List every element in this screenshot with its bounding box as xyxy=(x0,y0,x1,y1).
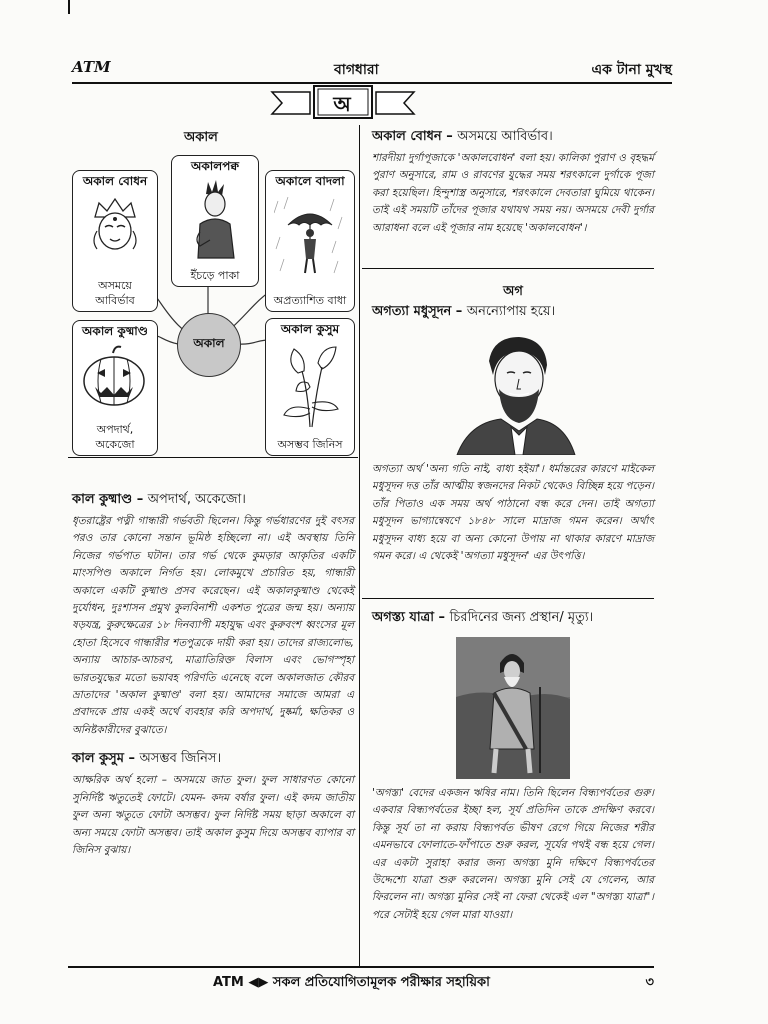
page-title: বাগধারা xyxy=(334,62,379,78)
entry-term: কাল কুষ্মাণ্ড xyxy=(72,492,133,507)
footer-text: ATM ◀▶ সকল প্রতিযোগিতামূলক পরীক্ষার সহায়িকা xyxy=(213,975,490,990)
section-letter: অ xyxy=(333,92,351,116)
lily-flower-icon xyxy=(278,343,342,429)
entry-text: শারদীয়া দুর্গাপূজাকে 'অকালবোধন' বলা হয়। কালিকা পুরাণ ও বৃহদ্ধর্ম পুরাণ অনুসারে, রাম ও রাবণের যুদ্ধের সময় শরৎকালে দুর্গাকে পূজা করা হয়েছিল। হিন্দুশাস্ত্র অনুসারে, শরৎকালে দেবতারা ঘুমিয়ে থাকেন। তাই এই সময়টি তাঁদের পূজার যথাযথ সময় নয়। অসময়ে দেবী দুর্গার আরাধনা বলে এই পূজার নাম হয়েছে 'অকালবোধন'। xyxy=(372,152,654,234)
mindmap-center: অকাল xyxy=(177,313,241,377)
node-title: অকালে বাদলা xyxy=(275,174,345,188)
node-caption: অপ্রত্যাশিত বাধা xyxy=(273,294,347,307)
right-entry-akal-bodhon xyxy=(372,127,654,237)
entry-heading: অগত্যা মধুসূদন – অনন্যোপায় হয়ে। xyxy=(372,304,556,319)
entry-meaning: অসম্ভব জিনিস। xyxy=(139,751,222,767)
mindmap-title: অকাল xyxy=(184,130,218,145)
node-caption: ইঁচড়ে পাকা xyxy=(190,269,240,282)
left-section-divider xyxy=(68,457,358,458)
sage-agastya-image xyxy=(456,637,570,779)
punk-boy-icon xyxy=(186,180,244,260)
right-section-divider-2 xyxy=(362,598,654,599)
page-footer xyxy=(68,966,654,992)
left-entries xyxy=(72,490,354,859)
entry-term: অগত্যা মধুসূদন xyxy=(372,304,452,319)
brand-label: ATM xyxy=(72,58,111,76)
madhusudan-portrait-icon xyxy=(449,331,577,455)
durga-face-icon xyxy=(89,197,141,253)
entry-meaning: চিরদিনের জন্য প্রস্থান/ মৃত্যু। xyxy=(449,610,594,625)
entry-heading: কাল কুষ্মাণ্ড – অপদার্থ, অকেজো। xyxy=(72,492,246,507)
node-title: অকাল কুসুম xyxy=(280,322,340,336)
entry-meaning: অসময়ে আবির্ভাব। xyxy=(457,129,553,144)
section-banner xyxy=(270,84,416,120)
mindmap-node-akal-bodhon xyxy=(72,170,158,312)
entry-text: ধৃতরাষ্ট্রের পত্নী গান্ধারী গর্ভবতী ছিলেন। কিন্তু গর্ভধারণের দুই বৎসর পরও তার কোনো সন্তান ভূমিষ্ঠ হচ্ছিলো না। এই অবস্থায় তিনি নিজের গর্ভপাত ঘটান। তার গর্ভ থেকে কুমড়ার আকৃতির একটি মাংসপিণ্ড অকালে নির্গত হয়। লোকমুখে প্রচারিত হয়, গান্ধারী অকালে একটি কুষ্মাণ্ড প্রসব করেছেন। এই অকালকুষ্মাণ্ড থেকেই দুর্যোধন, দুঃশাসন প্রমুখ কুলবিনাশী একশত পুত্রের জন্ম হয়। অন্যায় ষড়যন্ত্র, কুরুক্ষেত্রের ১৮ দিনব্যাপী মহাযুদ্ধ এবং কুরুবংশ ধ্বংসের মূল হোতা হিসেবে গান্ধারীর শতপুত্রকে দায়ী করা হয়। তাদের রাজ্যলোভ, অন্যায় আচার-আচরণ, মাত্রাতিরিক্ত বিলাস এবং ভোগস্পৃহা ভারতযুদ্ধের মতো ভয়াবহ পরিণতি এনেছে বলে অকালজাত কৌরব ভ্রাতাদের 'অকাল কুষ্মাণ্ড' বলা হয়। আমাদের সমাজে আমরা এ প্রবাদকে প্রায় একই অর্থে ব্যবহার করি অপদার্থ, দুষ্কর্মা, ক্ষতিকর ও অনিষ্টকারীদের বুঝাতে। xyxy=(72,515,354,736)
node-caption: অসময়ে আবির্ভাব xyxy=(95,279,135,307)
page-number: ৩ xyxy=(645,975,654,990)
pumpkin-icon xyxy=(79,343,149,409)
mindmap-node-akale-badla xyxy=(265,170,355,312)
mindmap-node-akal-kusum xyxy=(265,318,355,456)
entry-heading: অগস্ত্য যাত্রা – চিরদিনের জন্য প্রস্থান/ মৃত্যু। xyxy=(372,610,594,625)
right-entry-agotya xyxy=(372,302,654,565)
entry-term: অকাল বোধন xyxy=(372,129,442,144)
entry-meaning: অপদার্থ, অকেজো। xyxy=(147,492,246,507)
entry-text: অগত্যা অর্থ 'অন্য গতি নাই, বাধ্য হইয়া'। ধর্মান্তরের কারণে মাইকেল মধুসূদন দত্ত তাঁর আত্মীয় স্বজনদের নিকট থেকেও বিচ্ছিন্ন হয়ে পড়েন। তাঁর পিতাও এক সময় অর্থ পাঠানো বন্ধ করে দেন। তাই অগত্যা মধুসূদন ভাগ্যান্বেষণে ১৮৪৮ সালে মাদ্রাজ গমন করেন। অর্থাৎ মধুসূদন বাধ্য হয়ে বা অন্য কোনো উপায় না থাকার কারণে মাদ্রাজ গমন করে। এ থেকেই 'অগত্যা মধুসূদন' এর উৎপত্তি। xyxy=(372,463,654,563)
right-section-divider-1 xyxy=(362,268,654,269)
tagline: এক টানা মুখস্থ xyxy=(591,62,672,78)
page-header xyxy=(72,58,672,84)
node-title: অকাল বোধন xyxy=(82,174,148,188)
right-entry-agosto xyxy=(372,608,654,924)
entry-heading: অকাল বোধন – অসময়ে আবির্ভাব। xyxy=(372,129,553,144)
umbrella-rain-icon xyxy=(274,197,346,277)
node-caption: অপদার্থ, অকেজো xyxy=(95,423,135,451)
node-caption: অসম্ভব জিনিস xyxy=(277,438,343,451)
entry-heading: কাল কুসুম – অসম্ভব জিনিস। xyxy=(72,751,222,767)
entry-term: অগস্ত্য যাত্রা xyxy=(372,610,435,625)
margin-mark xyxy=(68,0,70,14)
mindmap-node-akal-kushmando xyxy=(72,320,158,456)
entry-meaning: অনন্যোপায় হয়ে। xyxy=(466,304,556,319)
entry-term: কাল কুসুম xyxy=(72,751,124,767)
column-divider xyxy=(359,125,360,967)
entry-text: 'অগস্ত্য' বেদের একজন ঋষির নাম। তিনি ছিলেন বিন্ধ্যপর্বতের গুরু। একবার বিন্ধ্যপর্বতের ইচ্ছা হল, সূর্য প্রতিদিন তাকে প্রদক্ষিণ করবে। কিন্তু সূর্য তা না করায় বিন্ধ্যপর্বত ভীষণ রেগে গিয়ে নিজের শরীর এমনভাবে ফোলাতে-ফাঁপাতে শুরু করল, সূর্যের পথই বন্ধ হয়ে গেল। এর একটা সুরাহা করার জন্য অগস্ত্য মুনি দক্ষিণে বিন্ধ্যপর্বতের উদ্দেশ্যে যাত্রা শুরু করলেন। অগস্ত্য মুনি সেই যে গেলেন, আর ফিরলেন না। অগস্ত্য মুনির সেই না ফেরা থেকেই এল "অগস্ত্য যাত্রা"। পরে সেটাই হয়ে গেল মারা যাওয়া। xyxy=(372,787,654,921)
mindmap-node-akalpakka xyxy=(171,155,259,287)
node-title: অকাল কুষ্মাণ্ড xyxy=(82,324,148,338)
node-title: অকালপক্ব xyxy=(191,159,239,173)
subsection-heading: অগ xyxy=(503,284,523,299)
entry-text: আক্ষরিক অর্থ হলো – অসময়ে জাত ফুল। ফুল সাধারণত কোনো সুনির্দিষ্ট ঋতুতেই ফোটে। যেমন- কদম বর্ষার ফুল। এই কদম জাতীয় ফুল অন্য ঋতুতে ফোটা অসম্ভব। ফুল নির্দিষ্ট সময় ছাড়া অকালে বা অন্য সময়ে ফোটা অসম্ভব। তাই অকাল কুসুম দিয়ে অসম্ভব ব্যাপার বা জিনিস বুঝায়। xyxy=(72,774,354,856)
